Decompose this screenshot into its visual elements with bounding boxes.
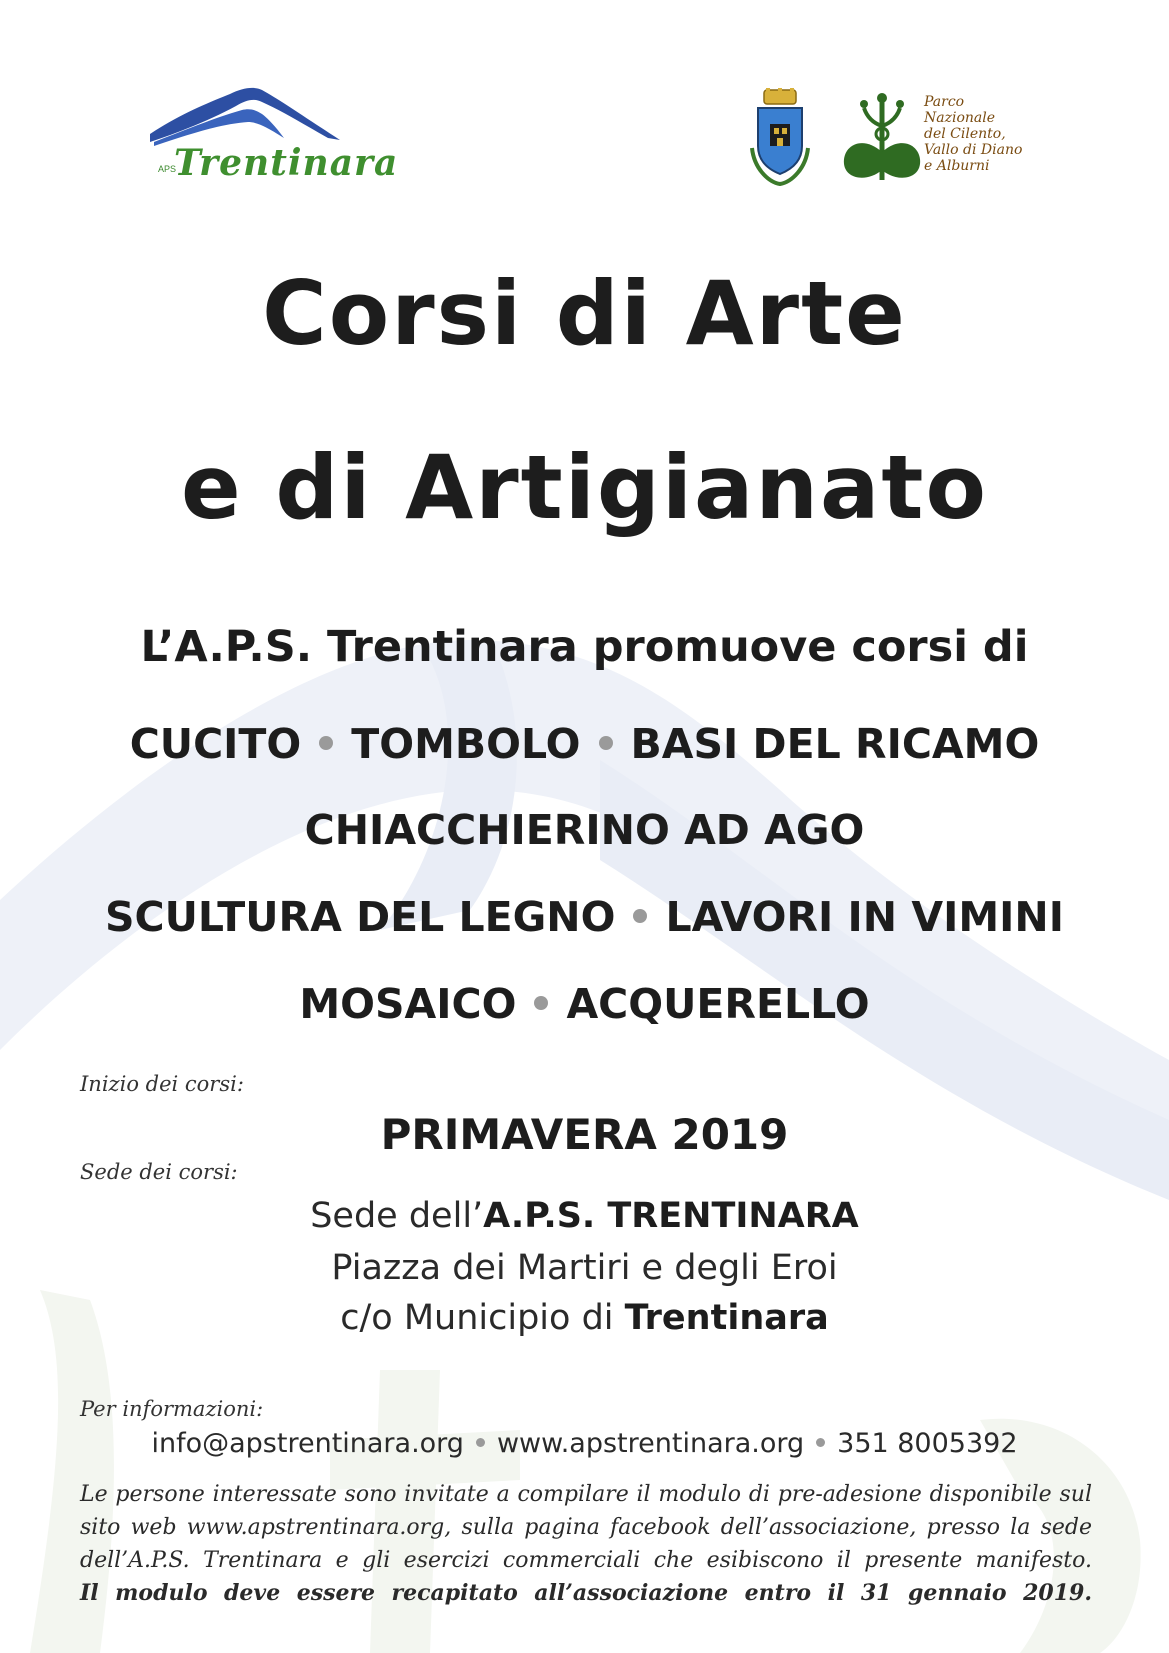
bullet-dot-icon [476,1438,485,1447]
note-line: Le persone interessate sono invitate a compilare il modulo di pre-adesione disponibile sul [80,1482,1092,1507]
registration-note [80,1478,1092,1610]
start-label: Inizio dei corsi: [80,1072,244,1096]
poster-title-line-1: Corsi di Arte [262,262,907,365]
venue-label: Sede dei corsi: [80,1160,238,1184]
course-name: CUCITO [129,720,302,768]
aps-label: APS [158,164,177,174]
venue-town: Trentinara [624,1298,829,1338]
course-list-line-3 [0,893,1169,941]
bullet-dot-icon [599,736,613,750]
contact-line [0,1428,1169,1459]
course-name: SCULTURA DEL LEGNO [105,893,616,941]
venue-association: A.P.S. TRENTINARA [483,1196,859,1236]
course-name: CHIACCHIERINO AD AGO [304,806,865,854]
bullet-dot-icon [534,996,548,1010]
aps-name: Trentinara [174,142,399,184]
bullet-dot-icon [319,736,333,750]
course-list-line-4 [0,980,1169,1028]
course-name: TOMBOLO [351,720,581,768]
bullet-dot-icon [816,1438,825,1447]
poster-title-line-2: e di Artigianato [181,436,988,539]
course-name: BASI DEL RICAMO [630,720,1040,768]
municipal-crest-icon [748,88,812,188]
venue-line-2: Piazza dei Martiri e degli Eroi [331,1248,838,1288]
park-name-line: Vallo di Diano [924,142,1023,158]
info-label: Per informazioni: [80,1397,264,1421]
course-name: ACQUERELLO [566,980,870,1028]
park-name-line: del Cilento, [924,126,1006,142]
venue-prefix: Sede dell’ [310,1196,484,1236]
contact-phone: 351 8005392 [837,1428,1018,1459]
note-line: dell’A.P.S. Trentinara e gli esercizi commerciali che esibiscono il presente manifesto. [80,1548,1092,1573]
bullet-dot-icon [633,909,647,923]
start-season: PRIMAVERA 2019 [380,1110,789,1159]
park-name-line: e Alburni [924,158,990,174]
course-list-line-1 [0,720,1169,768]
intro-text: L’A.P.S. Trentinara promuove corsi di [140,622,1029,672]
venue-line-3 [0,1298,1169,1338]
park-name-line: Parco Nazionale [924,94,996,126]
venue-line-1 [0,1196,1169,1236]
park-name [924,94,1024,174]
note-line: sito web www.apstrentinara.org, sulla pagina facebook dell’associazione, presso la sede [80,1515,1092,1540]
contact-website: www.apstrentinara.org [496,1428,805,1459]
contact-email: info@apstrentinara.org [151,1428,464,1459]
aps-trentinara-logo [150,84,399,194]
park-plant-icon [842,90,924,190]
course-list-line-2 [0,806,1169,854]
course-name: LAVORI IN VIMINI [665,893,1064,941]
note-deadline: Il modulo deve essere recapitato all’associazione entro il 31 gennaio 2019. [80,1580,1092,1606]
venue-prefix: c/o Municipio di [340,1298,625,1338]
course-name: MOSAICO [299,980,517,1028]
national-park-logo [842,90,1022,190]
